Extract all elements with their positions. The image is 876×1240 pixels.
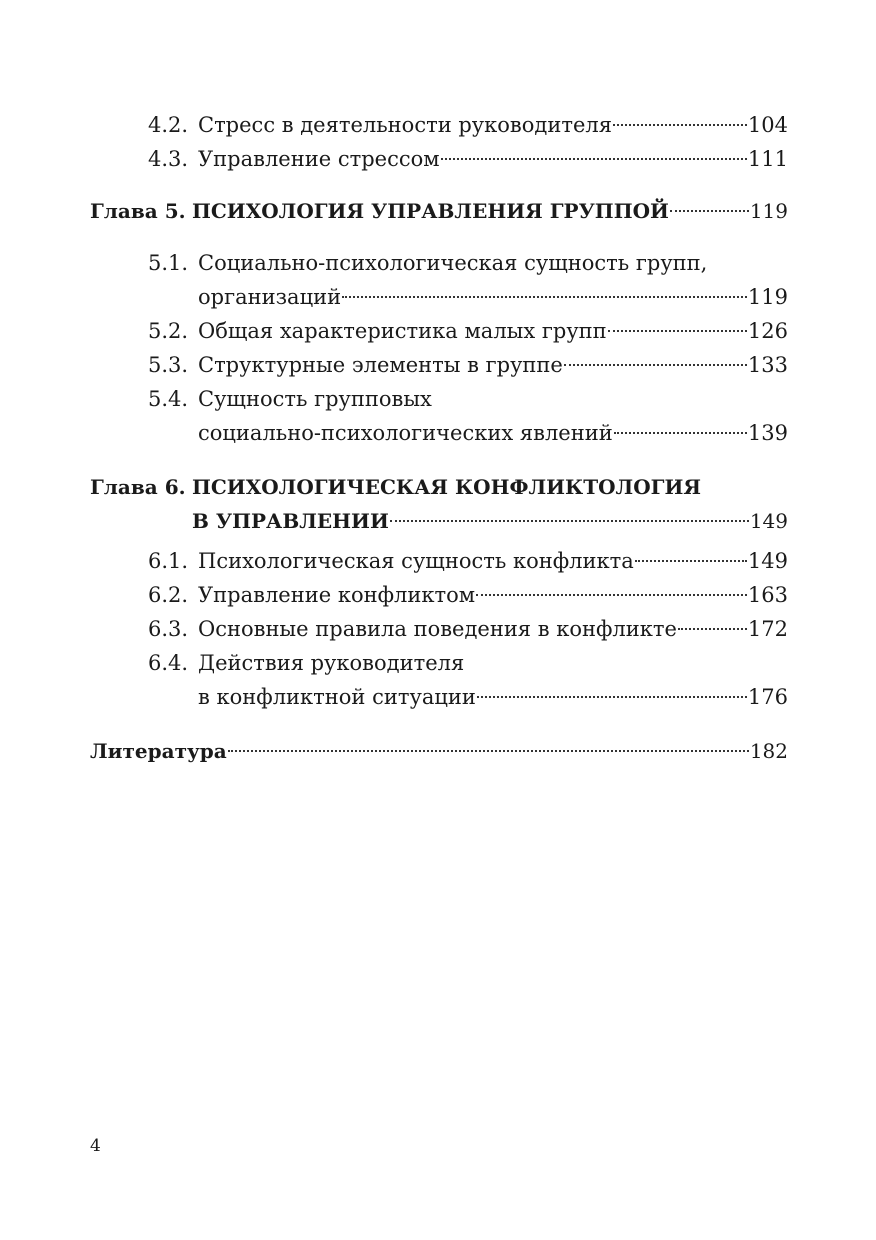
section-title: Управление конфликтом bbox=[198, 583, 476, 607]
chapter-title-line2: В УПРАВЛЕНИИ bbox=[192, 509, 389, 533]
leader-dots bbox=[441, 158, 747, 160]
page-ref: 172 bbox=[747, 617, 788, 641]
section-title: Общая характеристика малых групп bbox=[198, 319, 607, 343]
toc-entry-6-4[interactable] bbox=[90, 646, 788, 714]
section-title: Основные правила поведения в конфликте bbox=[198, 617, 677, 641]
page-ref: 111 bbox=[747, 147, 788, 171]
section-title-line2: организаций bbox=[198, 285, 342, 309]
section-title: Управление стрессом bbox=[198, 147, 440, 171]
leader-dots bbox=[614, 432, 747, 434]
toc-chapter-6[interactable] bbox=[90, 470, 788, 538]
section-title: Структурные элементы в группе bbox=[198, 353, 563, 377]
chapter-number: Глава 5. bbox=[90, 199, 186, 223]
leader-dots bbox=[342, 296, 747, 298]
section-title: Психологическая сущность конфликта bbox=[198, 549, 634, 573]
toc-entry-5-4[interactable] bbox=[90, 382, 788, 450]
toc-chapter-5[interactable] bbox=[90, 194, 788, 228]
section-title-line1: Сущность групповых bbox=[198, 387, 432, 411]
page-ref: 182 bbox=[749, 739, 788, 763]
chapter-title: ПСИХОЛОГИЯ УПРАВЛЕНИЯ ГРУППОЙ bbox=[192, 199, 669, 223]
chapter-title-line1: ПСИХОЛОГИЧЕСКАЯ КОНФЛИКТОЛОГИЯ bbox=[192, 475, 701, 499]
section-number: 5.1. bbox=[148, 251, 189, 275]
leader-dots bbox=[678, 628, 747, 630]
toc-entry-4-3[interactable] bbox=[90, 142, 788, 176]
section-title-line1: Социально-психологическая сущность групп, bbox=[198, 251, 708, 275]
section-number: 5.2. bbox=[148, 319, 189, 343]
page-ref: 119 bbox=[747, 285, 788, 309]
page-ref: 149 bbox=[749, 509, 788, 533]
toc-literature[interactable] bbox=[90, 734, 788, 768]
leader-dots bbox=[613, 124, 747, 126]
table-of-contents bbox=[90, 108, 788, 768]
leader-dots bbox=[390, 520, 749, 522]
section-number: 4.3. bbox=[148, 147, 189, 171]
leader-dots bbox=[670, 210, 749, 212]
page-ref: 139 bbox=[747, 421, 788, 445]
page-ref: 163 bbox=[747, 583, 788, 607]
page-ref: 126 bbox=[747, 319, 788, 343]
literature-title: Литература bbox=[90, 739, 227, 763]
leader-dots bbox=[635, 560, 747, 562]
toc-entry-4-2[interactable] bbox=[90, 108, 788, 142]
leader-dots bbox=[476, 594, 747, 596]
section-number: 6.1. bbox=[148, 549, 189, 573]
leader-dots bbox=[564, 364, 747, 366]
toc-entry-5-1[interactable] bbox=[90, 246, 788, 314]
page-ref: 133 bbox=[747, 353, 788, 377]
toc-entry-5-2[interactable] bbox=[90, 314, 788, 348]
section-number: 4.2. bbox=[148, 113, 189, 137]
page-ref: 104 bbox=[747, 113, 788, 137]
toc-entry-6-1[interactable] bbox=[90, 544, 788, 578]
toc-entry-5-3[interactable] bbox=[90, 348, 788, 382]
leader-dots bbox=[608, 330, 747, 332]
section-title-line2: в конфликтной ситуации bbox=[198, 685, 476, 709]
section-number: 6.3. bbox=[148, 617, 189, 641]
leader-dots bbox=[228, 750, 749, 752]
page-ref: 149 bbox=[747, 549, 788, 573]
section-number: 6.2. bbox=[148, 583, 189, 607]
toc-entry-6-3[interactable] bbox=[90, 612, 788, 646]
leader-dots bbox=[477, 696, 747, 698]
section-number: 5.3. bbox=[148, 353, 189, 377]
toc-entry-6-2[interactable] bbox=[90, 578, 788, 612]
section-number: 6.4. bbox=[148, 651, 189, 675]
page-ref: 176 bbox=[747, 685, 788, 709]
section-title-line1: Действия руководителя bbox=[198, 651, 465, 675]
section-title: Стресс в деятельности руководителя bbox=[198, 113, 612, 137]
section-number: 5.4. bbox=[148, 387, 189, 411]
page-number: 4 bbox=[90, 1136, 101, 1156]
chapter-number: Глава 6. bbox=[90, 475, 186, 499]
section-title-line2: социально-психологических явлений bbox=[198, 421, 613, 445]
page-ref: 119 bbox=[749, 199, 788, 223]
